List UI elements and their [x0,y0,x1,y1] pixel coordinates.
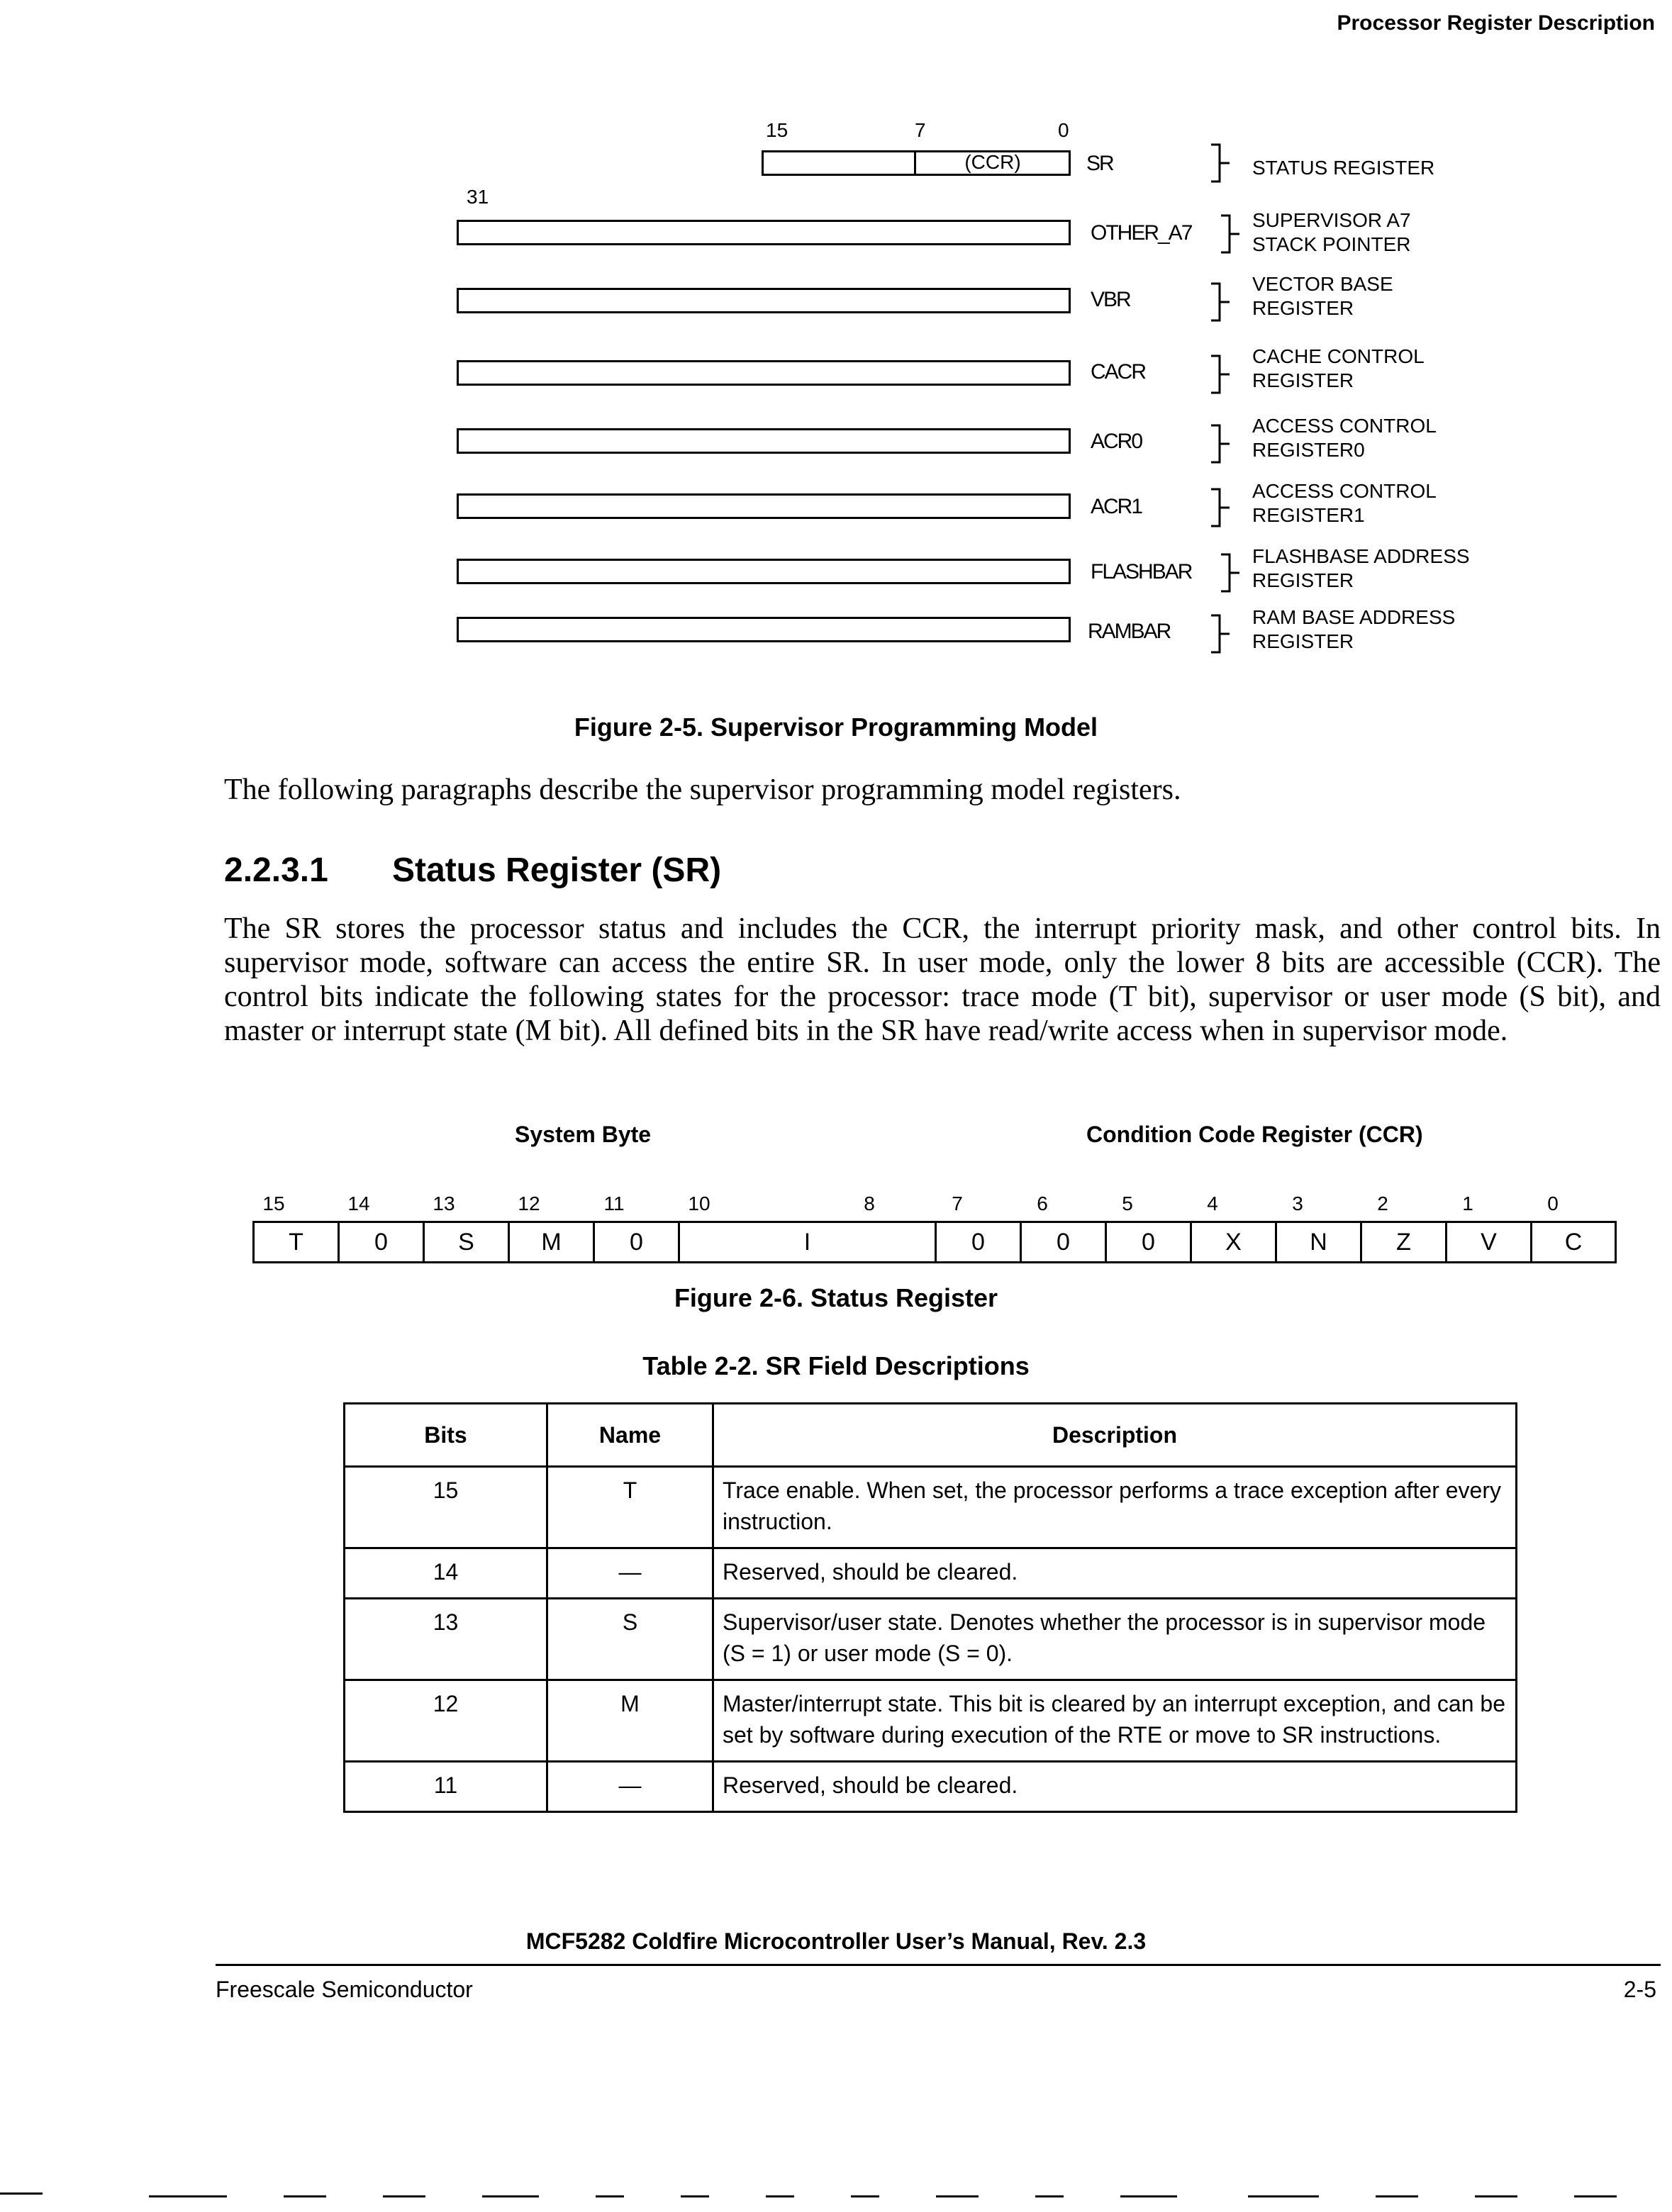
sr-field-s: S [425,1223,510,1261]
sr-bit-number: 7 [952,1192,963,1214]
table-row [345,1762,1517,1812]
sr-bit-number: 5 [1122,1192,1133,1214]
bracket-vbr [1210,282,1231,322]
sr-field-m: M [510,1223,595,1261]
acr1-register-box [457,493,1071,519]
figure-2-6-caption: Figure 2-6. Status Register [674,1283,998,1312]
running-header: Processor Register Description [1337,11,1655,35]
cell-name: — [547,1548,713,1599]
column-header-name: Name [547,1404,713,1467]
cell-bits: 13 [345,1599,547,1680]
scan-edge-marks [0,2177,1672,2205]
sr-register-box [762,150,1071,176]
sr-field-x: X [1192,1223,1277,1261]
acr0-register-box [457,428,1071,454]
sr-bit-number: 10 [688,1192,710,1214]
bracket-flashbar [1220,553,1241,593]
bit-label-31: 31 [467,186,489,208]
sr-bit-number: 12 [518,1192,540,1214]
cell-description: Reserved, should be cleared. [713,1762,1517,1812]
cell-bits: 14 [345,1548,547,1599]
sr-bit-number: 15 [262,1192,285,1214]
cell-description: Master/interrupt state. This bit is cleared by an interrupt exception, and can be set by software during execution of the RTE or move to SR instructions. [713,1680,1517,1762]
flashbar-register-box [457,559,1071,584]
table-row [345,1680,1517,1762]
table-row [345,1548,1517,1599]
sr-bit-numbers [252,1192,1617,1217]
reg-abbr-rambar: RAMBAR [1088,620,1171,643]
sr-bit-number: 2 [1377,1192,1388,1214]
vbr-register-box [457,288,1071,313]
sr-bit-number: 14 [347,1192,370,1214]
bracket-acr0 [1210,424,1231,464]
sr-field-z: Z [1362,1223,1447,1261]
bracket-other-a7 [1220,214,1241,254]
footer-manual-title: MCF5282 Coldfire Microcontroller User’s Manual, Rev. 2.3 [525,1928,1147,1954]
reg-abbr-flashbar: FLASHBAR [1091,560,1192,583]
sr-field-reserved: 0 [340,1223,425,1261]
reg-abbr-other-a7: OTHER_A7 [1091,221,1192,245]
sr-bit-number: 6 [1037,1192,1048,1214]
section-number: 2.2.3.1 [224,851,328,889]
figure-2-5-caption: Figure 2-5. Supervisor Programming Model [574,713,1098,742]
reg-desc-acr0: ACCESS CONTROL REGISTER0 [1252,415,1437,461]
table-header-row [345,1404,1517,1467]
sr-field-c: C [1564,1228,1583,1256]
table-2-2-caption: Table 2-2. SR Field Descriptions [642,1351,1030,1380]
sr-field-n: N [1277,1223,1362,1261]
cacr-register-box [457,360,1071,386]
cell-description: Reserved, should be cleared. [713,1548,1517,1599]
reg-desc-vbr: VECTOR BASE REGISTER [1252,273,1393,319]
sr-bit-number: 13 [433,1192,455,1214]
reg-abbr-acr0: ACR0 [1091,430,1142,453]
rambar-register-box [457,617,1071,642]
sr-bit-number: 4 [1207,1192,1218,1214]
reg-desc-other-a7: SUPERVISOR A7 STACK POINTER [1252,209,1411,255]
bit-label-0: 0 [1058,119,1069,141]
bit-label-7: 7 [915,119,926,141]
column-header-description: Description [713,1404,1517,1467]
cell-bits: 12 [345,1680,547,1762]
column-header-bits: Bits [345,1404,547,1467]
bracket-sr [1210,143,1231,183]
reg-desc-rambar: RAM BASE ADDRESS REGISTER [1252,606,1456,652]
cell-name: — [547,1762,713,1812]
sr-field-reserved: 0 [1022,1223,1107,1261]
reg-desc-flashbar: FLASHBASE ADDRESS REGISTER [1252,545,1470,591]
bracket-acr1 [1210,488,1231,527]
reg-abbr-vbr: VBR [1091,288,1130,311]
sr-ccr-label: (CCR) [964,151,1021,173]
reg-desc-cacr: CACHE CONTROL REGISTER [1252,345,1425,391]
sr-field-i: I [680,1223,937,1261]
sr-field-descriptions-table [343,1402,1517,1813]
status-register-bitfield [252,1221,1617,1263]
sr-bit-number: 8 [864,1192,875,1214]
table-row [345,1467,1517,1548]
cell-description: Supervisor/user state. Denotes whether the processor is in supervisor mode (S = 1) or user mode (S = 0). [713,1599,1517,1680]
supervisor-programming-model-figure [0,0,1672,681]
cell-description: Trace enable. When set, the processor performs a trace exception after every instruction. [713,1467,1517,1548]
sr-field-reserved: 0 [595,1223,680,1261]
sr-bit-number: 11 [603,1192,625,1214]
sr-bit-number: 1 [1462,1192,1473,1214]
cell-bits: 11 [345,1762,547,1812]
reg-abbr-sr: SR [1086,152,1113,175]
footer-page-number: 2-5 [1623,1977,1656,2002]
bracket-rambar [1210,614,1231,654]
cell-name: S [547,1599,713,1680]
footer-company: Freescale Semiconductor [216,1977,473,2002]
sr-field-v: V [1447,1223,1532,1261]
section-title: Status Register (SR) [392,851,722,889]
intro-paragraph: The following paragraphs describe the supervisor programming model registers. [224,773,1181,806]
sr-bit-number: 3 [1292,1192,1303,1214]
sr-field-t: T [255,1223,340,1261]
reg-abbr-acr1: ACR1 [1091,495,1142,518]
sr-bit-number: 0 [1547,1192,1559,1214]
bracket-cacr [1210,354,1231,394]
other-a7-register-box [457,220,1071,245]
cell-bits: 15 [345,1467,547,1548]
system-byte-label: System Byte [515,1122,652,1147]
cell-name: T [547,1467,713,1548]
ccr-label: Condition Code Register (CCR) [1086,1122,1423,1147]
sr-byte-divider [914,152,916,174]
reg-desc-sr: STATUS REGISTER [1252,157,1435,179]
cell-name: M [547,1680,713,1762]
reg-abbr-cacr: CACR [1091,360,1146,384]
section-body-paragraph: The SR stores the processor status and includes the CCR, the interrupt priority mask, and other control bits. In supervisor mode, software can access the entire SR. In user mode, only the lower 8 bits are accessible (CCR). The control bits indicate the following states for the processor: trace mode (T bit), supervisor or user mode (S bit), and master or interrupt state (M bit). All defined bits in the SR have read/write access when in supervisor mode. [224,912,1661,1047]
bit-label-15: 15 [766,119,788,141]
table-row [345,1599,1517,1680]
sr-field-reserved: 0 [937,1223,1022,1261]
sr-field-reserved: 0 [1107,1223,1192,1261]
footer-rule [216,1964,1661,1966]
reg-desc-acr1: ACCESS CONTROL REGISTER1 [1252,480,1437,526]
section-heading [224,851,721,890]
